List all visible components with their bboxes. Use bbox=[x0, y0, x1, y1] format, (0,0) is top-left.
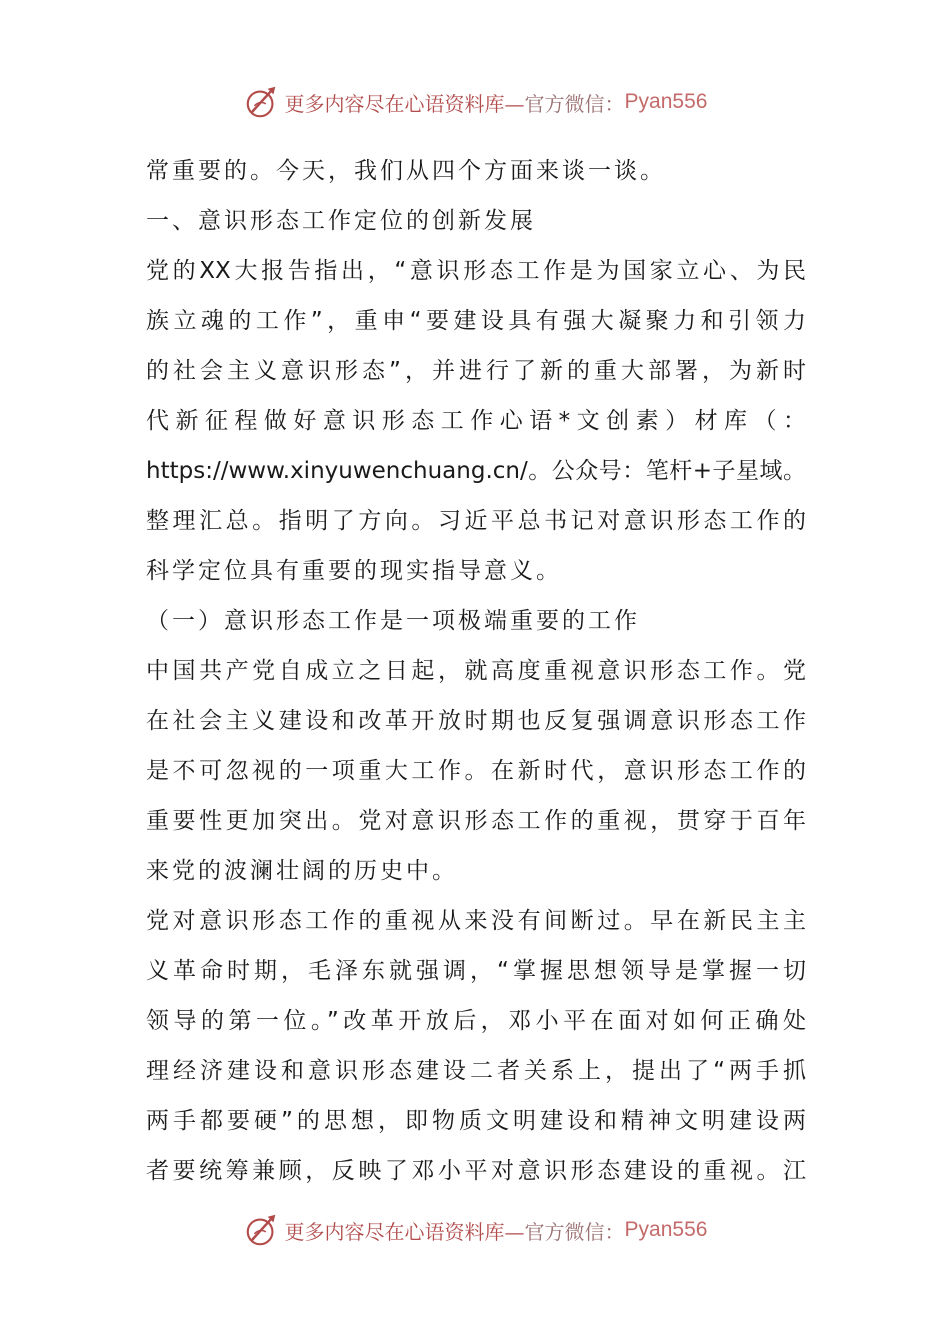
banner-text: 更多内容尽在心语资料库— bbox=[284, 91, 525, 116]
pen-logo-icon bbox=[243, 83, 281, 121]
text-line-url: https://www.xinyuwenchuang.cn/。公众号：笔杆+子星域。 bbox=[146, 458, 806, 484]
text-line: 领导的第一位。”改革开放后，邓小平在面对如何正确处 bbox=[146, 1008, 806, 1034]
text-line: 整理汇总。指明了方向。习近平总书记对意识形态工作的 bbox=[146, 508, 806, 534]
banner-wechat-id: Pyan556 bbox=[624, 1218, 708, 1241]
text-line: 重要性更加突出。党对意识形态工作的重视，贯穿于百年 bbox=[146, 808, 806, 834]
pen-logo-icon bbox=[243, 1211, 281, 1249]
footer-watermark-banner bbox=[0, 1210, 950, 1250]
banner-wechat-label: 官方微信： bbox=[524, 1219, 625, 1244]
text-line: 代新征程做好意识形态工作心语*文创素）材库（： bbox=[146, 408, 806, 434]
subsection-heading: （一）意识形态工作是一项极端重要的工作 bbox=[146, 608, 640, 634]
text-line: 党的XX大报告指出，“意识形态工作是为国家立心、为民 bbox=[146, 258, 806, 284]
text-line: 义革命时期，毛泽东就强调，“掌握思想领导是掌握一切 bbox=[146, 958, 806, 984]
text-line: 是不可忽视的一项重大工作。在新时代，意识形态工作的 bbox=[146, 758, 806, 784]
banner-wechat-id: Pyan556 bbox=[624, 90, 708, 113]
text-line: 族立魂的工作”，重申“要建设具有强大凝聚力和引领力 bbox=[146, 308, 806, 334]
banner-wechat-label: 官方微信： bbox=[524, 91, 625, 116]
section-heading: 一、意识形态工作定位的创新发展 bbox=[146, 208, 536, 234]
banner-text: 更多内容尽在心语资料库— bbox=[284, 1219, 525, 1244]
text-line: 在社会主义建设和改革开放时期也反复强调意识形态工作 bbox=[146, 708, 806, 734]
text-line: 中国共产党自成立之日起，就高度重视意识形态工作。党 bbox=[146, 658, 806, 684]
text-line: 理经济建设和意识形态建设二者关系上，提出了“两手抓 bbox=[146, 1058, 806, 1084]
text-line: 两手都要硬”的思想，即物质文明建设和精神文明建设两 bbox=[146, 1108, 806, 1134]
text-line: 常重要的。今天，我们从四个方面来谈一谈。 bbox=[146, 158, 666, 184]
text-line: 党对意识形态工作的重视从来没有间断过。早在新民主主 bbox=[146, 908, 806, 934]
document-body bbox=[146, 146, 806, 1196]
text-line: 的社会主义意识形态”，并进行了新的重大部署，为新时 bbox=[146, 358, 806, 384]
text-line: 来党的波澜壮阔的历史中。 bbox=[146, 858, 458, 884]
text-line: 科学定位具有重要的现实指导意义。 bbox=[146, 558, 562, 584]
header-watermark-banner bbox=[0, 82, 950, 122]
text-line: 者要统筹兼顾，反映了邓小平对意识形态建设的重视。江 bbox=[146, 1158, 806, 1184]
